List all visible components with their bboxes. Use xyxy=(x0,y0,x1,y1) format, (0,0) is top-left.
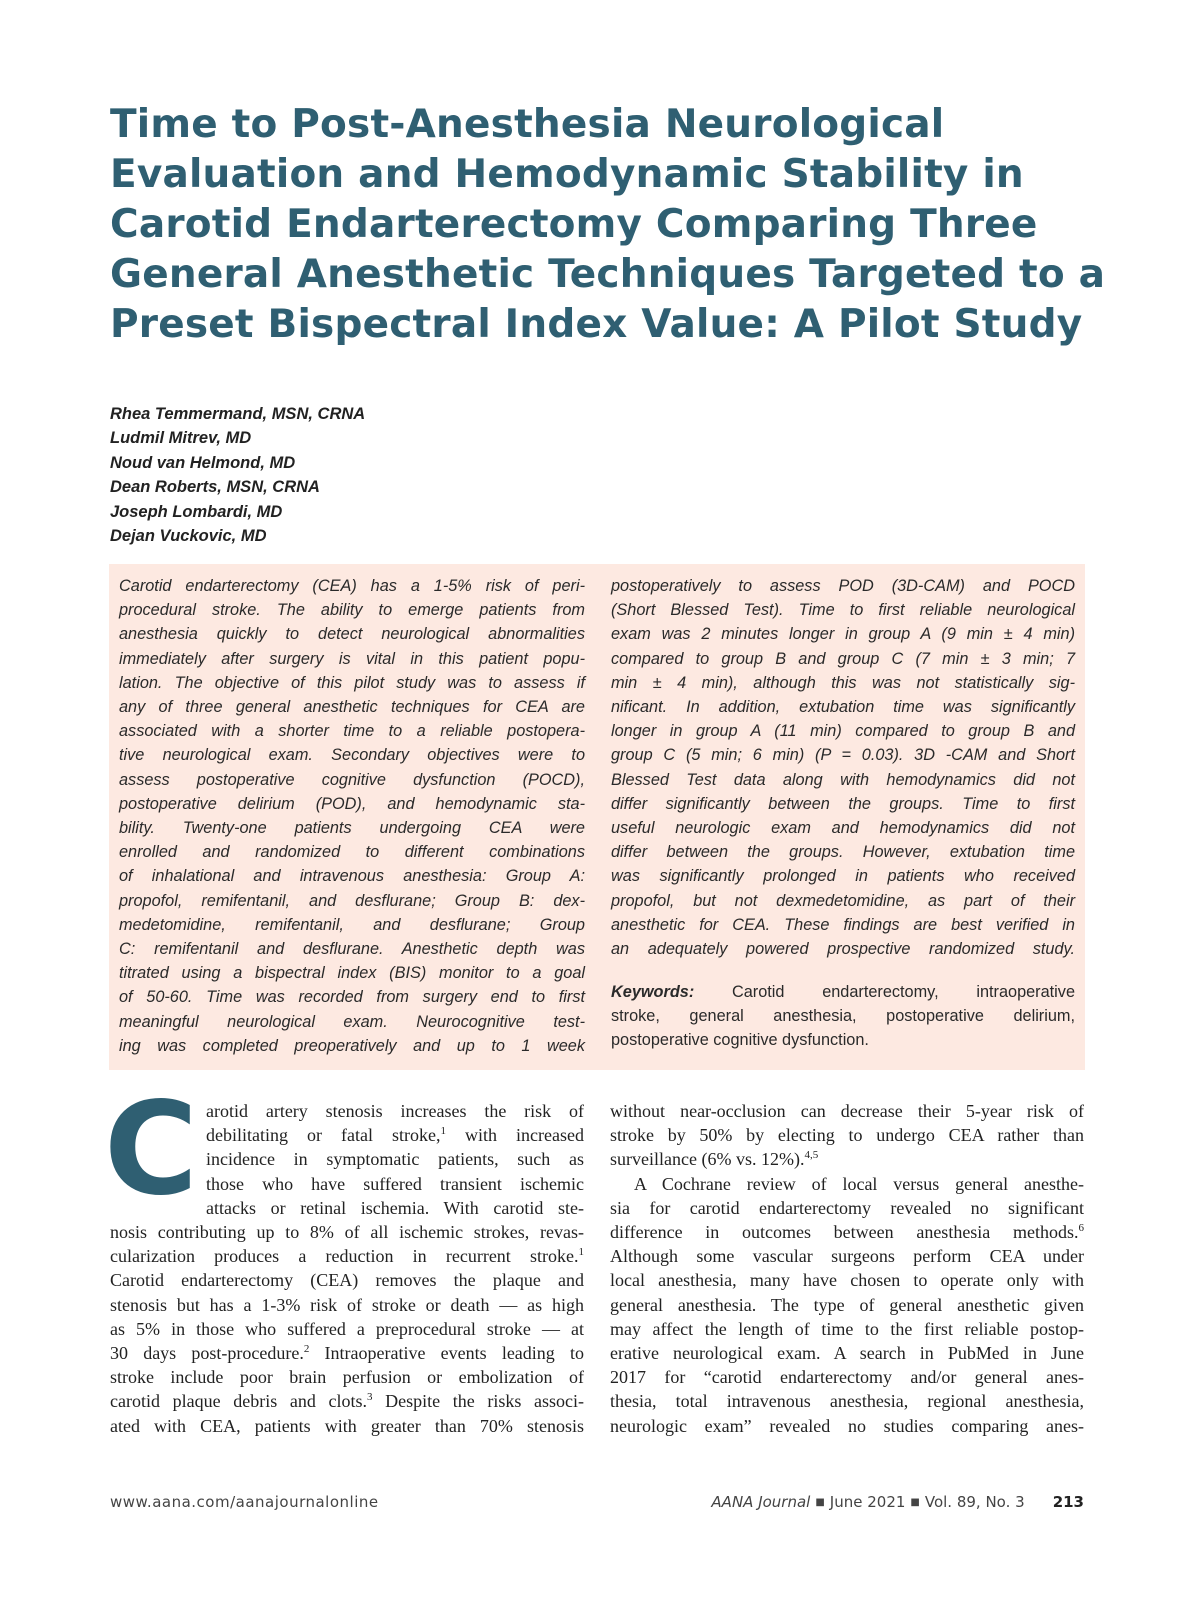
abstract-right-column xyxy=(611,574,1075,961)
abstract-line: (Short Blessed Test). Time to first reliable neurological xyxy=(611,601,1075,620)
body-line: nosis contributing up to 8% of all ischemic strokes, revas- xyxy=(110,1222,584,1243)
abstract-line: immediately after surgery is vital in this patient popu- xyxy=(119,649,585,668)
abstract-left-column xyxy=(119,574,585,1058)
article-title xyxy=(110,100,1106,350)
body-line: Carotid endarterectomy (CEA) removes the plaque and xyxy=(110,1270,584,1291)
body-text: debilitating or fatal stroke, xyxy=(206,1125,441,1146)
keywords-label: Keywords: xyxy=(611,983,695,1001)
abstract-line: procedural stroke. The ability to emerge patients from xyxy=(119,601,585,620)
body-line: arotid artery stenosis increases the risk of xyxy=(206,1101,584,1121)
citation: 6 xyxy=(1078,1222,1084,1235)
page-number: 213 xyxy=(1052,1493,1084,1511)
abstract-line: anesthetic for CEA. These findings are best verified in xyxy=(611,915,1075,934)
citation: 2 xyxy=(303,1343,310,1356)
abstract-line: postoperative delirium (POD), and hemodynamic sta- xyxy=(119,794,585,813)
abstract-line: exam was 2 minutes longer in group A (9 min ± 4 min) xyxy=(611,625,1075,644)
abstract-line: differ between the groups. However, extubation time xyxy=(611,843,1075,862)
abstract-line: any of three general anesthetic techniques for CEA are xyxy=(119,698,585,717)
body-line: general anesthesia. The type of general anesthetic given xyxy=(610,1294,1084,1315)
square-separator-icon: ■ xyxy=(910,1497,920,1508)
keywords-line: postoperative cognitive dysfunction. xyxy=(611,1031,869,1050)
abstract-line: titrated using a bispectral index (BIS) monitor to a goal xyxy=(119,964,585,983)
author: Joseph Lombardi, MD xyxy=(110,502,283,521)
body-text: Intraoperative events leading to xyxy=(309,1343,584,1364)
body-line xyxy=(110,1389,584,1413)
body-line: may affect the length of time to the first reliable postop- xyxy=(610,1318,1084,1339)
abstract-line: was significantly prolonged in patients who received xyxy=(611,867,1075,886)
body-line xyxy=(110,1341,584,1365)
body-line: those who have suffered transient ischemic xyxy=(206,1173,584,1194)
body-line xyxy=(110,1123,584,1147)
citation: 1 xyxy=(578,1246,584,1259)
author: Dean Roberts, MSN, CRNA xyxy=(110,478,320,497)
citation: 1 xyxy=(440,1125,446,1138)
author-list xyxy=(110,402,365,548)
drop-cap: C xyxy=(104,1075,198,1224)
author: Rhea Temmermand, MSN, CRNA xyxy=(110,405,366,423)
abstract-line: propofol, but not dexmedetomidine, as part of their xyxy=(611,891,1075,910)
body-line: without near-occlusion can decrease their 5-year risk of xyxy=(610,1101,1084,1121)
body-line xyxy=(610,1147,1084,1171)
abstract-line: lation. The objective of this pilot study was to assess if xyxy=(119,673,585,692)
body-text: 30 days post-procedure. xyxy=(110,1343,304,1364)
keywords-line xyxy=(611,980,1075,1004)
body-line: 2017 for “carotid endarterectomy and/or general anes- xyxy=(610,1367,1084,1388)
body-right-column xyxy=(610,1099,1084,1438)
body-line: Although some vascular surgeons perform CEA under xyxy=(610,1246,1084,1267)
abstract-box xyxy=(109,564,1085,1070)
abstract-line: ing was completed preoperatively and up to 1 week xyxy=(119,1036,585,1055)
abstract-line: C: remifentanil and desflurane. Anesthetic depth was xyxy=(119,940,585,959)
abstract-line: nificant. In addition, extubation time was significantly xyxy=(611,698,1075,717)
author: Noud van Helmond, MD xyxy=(110,453,296,472)
keywords-text: Carotid endarterectomy, intraoperative xyxy=(694,983,1075,1001)
body-line: incidence in symptomatic patients, such as xyxy=(206,1149,584,1170)
title-line: Preset Bispectral Index Value: A Pilot Study xyxy=(110,302,1083,347)
title-line: Evaluation and Hemodynamic Stability in xyxy=(110,152,1024,197)
abstract-line: meaningful neurological exam. Neurocognitive test- xyxy=(119,1012,585,1031)
abstract-line: min ± 4 min), although this was not statistically sig- xyxy=(611,673,1075,692)
abstract-line: postoperatively to assess POD (3D-CAM) and POCD xyxy=(611,577,1075,595)
citation: 3 xyxy=(366,1391,373,1404)
square-separator-icon: ■ xyxy=(815,1497,825,1508)
footer-date: June 2021 xyxy=(829,1493,906,1511)
abstract-line: an adequately powered prospective randomized study. xyxy=(611,940,1075,959)
footer-journal: AANA Journal xyxy=(711,1493,811,1511)
body-line: as 5% in those who suffered a preprocedural stroke — at xyxy=(110,1318,584,1339)
body-line: stenosis but has a 1-3% risk of stroke or death — as high xyxy=(110,1294,584,1315)
author: Dejan Vuckovic, MD xyxy=(110,527,267,546)
abstract-line: assess postoperative cognitive dysfunction (POCD), xyxy=(119,770,585,789)
author: Ludmil Mitrev, MD xyxy=(110,429,252,448)
body-line xyxy=(110,1244,584,1268)
body-line: ated with CEA, patients with greater than 70% stenosis xyxy=(110,1415,584,1436)
abstract-line: anesthesia quickly to detect neurological abnormalities xyxy=(119,625,585,644)
keywords-line: stroke, general anesthesia, postoperative delirium, xyxy=(611,1007,1075,1026)
body-line: stroke include poor brain perfusion or embolization of xyxy=(110,1367,584,1388)
body-line: neurologic exam” revealed no studies comparing anes- xyxy=(610,1415,1084,1436)
abstract-line: Blessed Test data along with hemodynamics did not xyxy=(611,770,1075,789)
abstract-line: propofol, remifentanil, and desflurane; Group B: dex- xyxy=(119,891,585,910)
footer-citation xyxy=(711,1493,1084,1511)
body-text: cularization produces a reduction in recurrent stroke. xyxy=(110,1246,579,1267)
abstract-line: Carotid endarterectomy (CEA) has a 1-5% risk of peri- xyxy=(119,577,585,595)
footer-url[interactable]: www.aana.com/aanajournalonline xyxy=(110,1493,379,1511)
title-line: Time to Post-Anesthesia Neurological xyxy=(110,102,945,147)
body-line: attacks or retinal ischemia. With carotid ste- xyxy=(206,1197,584,1218)
body-line: sia for carotid endarterectomy revealed no significant xyxy=(610,1197,1084,1218)
abstract-line: compared to group B and group C (7 min ± 3 min; 7 xyxy=(611,649,1075,668)
body-text: Despite the risks associ- xyxy=(372,1391,584,1412)
body-text: surveillance (6% vs. 12%). xyxy=(610,1149,805,1170)
abstract-line: group C (5 min; 6 min) (P = 0.03). 3D -CAM and Short xyxy=(611,746,1075,765)
citation: 4,5 xyxy=(804,1149,819,1162)
footer-volume: Vol. 89, No. 3 xyxy=(924,1493,1025,1511)
abstract-line: useful neurologic exam and hemodynamics did not xyxy=(611,819,1075,838)
abstract-line: tive neurological exam. Secondary objectives were to xyxy=(119,746,585,765)
abstract-line: differ significantly between the groups. Time to first xyxy=(611,794,1075,813)
abstract-line: bility. Twenty-one patients undergoing CEA were xyxy=(119,819,585,838)
abstract-line: longer in group A (11 min) compared to group B and xyxy=(611,722,1075,741)
body-line: erative neurological exam. A search in PubMed in June xyxy=(610,1343,1084,1364)
body-line: A Cochrane review of local versus general anesthe- xyxy=(634,1173,1084,1194)
abstract-line: of inhalational and intravenous anesthesia: Group A: xyxy=(119,867,585,886)
body-left-column xyxy=(110,1099,584,1438)
keywords-block xyxy=(611,980,1075,1053)
body-line: stroke by 50% by electing to undergo CEA rather than xyxy=(610,1125,1084,1146)
body-text: with increased xyxy=(446,1125,584,1146)
body-text: carotid plaque debris and clots. xyxy=(110,1391,367,1412)
abstract-line: associated with a shorter time to a reliable postopera- xyxy=(119,722,585,741)
title-line: General Anesthetic Techniques Targeted to a xyxy=(110,252,1106,297)
abstract-line: medetomidine, remifentanil, and desflurane; Group xyxy=(119,915,585,934)
body-line xyxy=(610,1220,1084,1244)
abstract-line: of 50-60. Time was recorded from surgery end to first xyxy=(119,988,585,1007)
body-line: local anesthesia, many have chosen to operate only with xyxy=(610,1270,1084,1291)
abstract-line: enrolled and randomized to different combinations xyxy=(119,843,585,862)
body-line: thesia, total intravenous anesthesia, regional anesthesia, xyxy=(610,1391,1084,1412)
body-text: difference in outcomes between anesthesia methods. xyxy=(610,1222,1079,1243)
title-line: Carotid Endarterectomy Comparing Three xyxy=(110,202,1038,247)
